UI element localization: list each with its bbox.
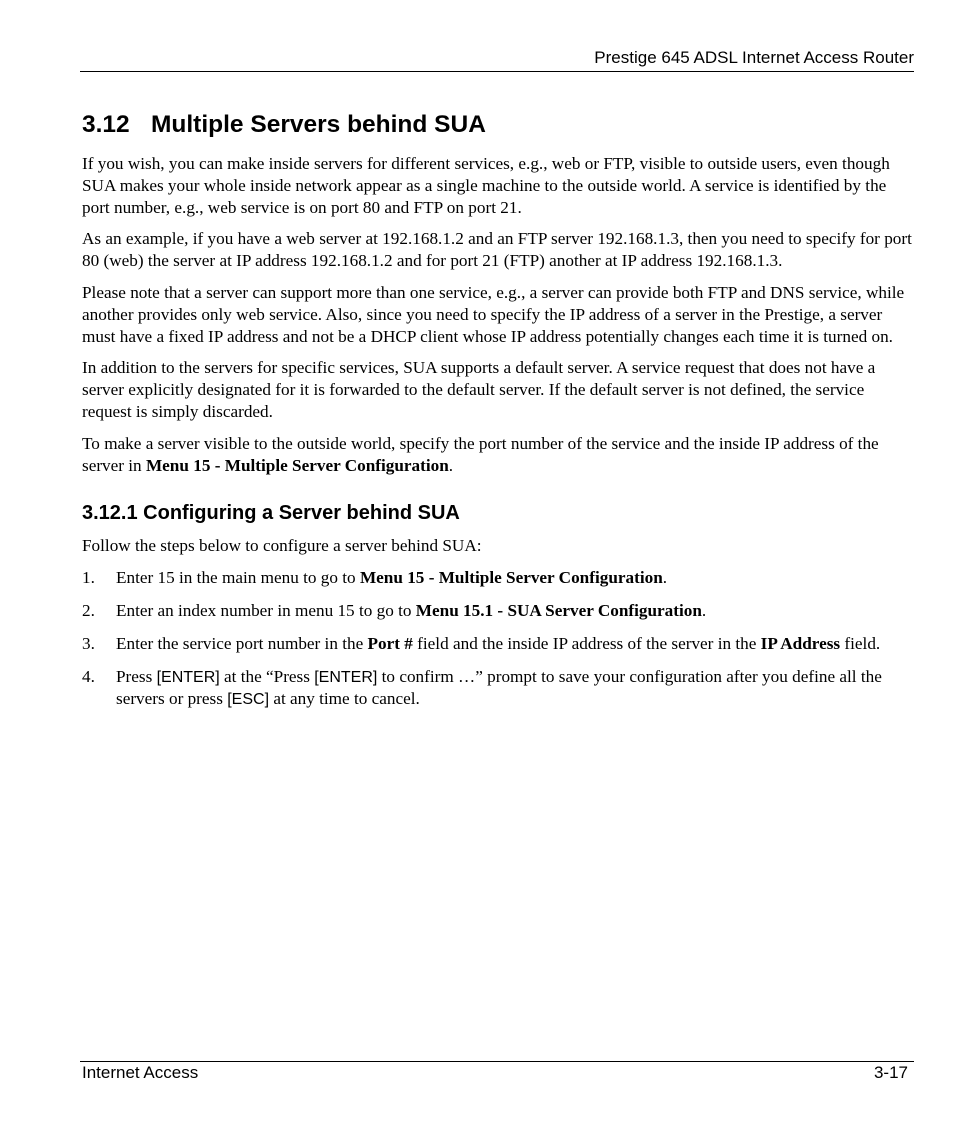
field-reference: Port # bbox=[367, 633, 413, 653]
key-reference: [ENTER] bbox=[314, 668, 378, 686]
running-header: Prestige 645 ADSL Internet Access Router bbox=[594, 48, 914, 67]
step-text: Enter an index number in menu 15 to go to bbox=[116, 600, 416, 620]
step-number: 1. bbox=[82, 568, 95, 588]
section-title: Multiple Servers behind SUA bbox=[151, 111, 486, 138]
section-number: 3.12 bbox=[82, 111, 130, 138]
list-item bbox=[82, 666, 916, 712]
paragraph-1: If you wish, you can make inside servers for different services, e.g., web or FTP, visible to outside users, even though SUA makes your whole inside network appear as a single machine to the outside world. A service is identified by the port number, e.g., web service is on port 80 and FTP on port 21. bbox=[82, 154, 890, 217]
footer-rule bbox=[80, 1061, 914, 1062]
paragraph-5-text: To make a server visible to the outside world, specify the port number of the service and the inside IP address of the server in bbox=[82, 433, 879, 475]
steps-intro: Follow the steps below to configure a server behind SUA: bbox=[82, 536, 482, 556]
footer-chapter: Internet Access bbox=[82, 1063, 199, 1082]
paragraph-4: In addition to the servers for specific services, SUA supports a default server. A service request that does not have a server explicitly designated for it is forwarded to the default server. If the default server is not defined, the service request is simply discarded. bbox=[82, 358, 876, 421]
step-text: Press bbox=[116, 666, 157, 686]
list-item bbox=[82, 600, 916, 622]
page-content bbox=[82, 110, 916, 722]
list-item bbox=[82, 567, 916, 589]
page-number: 3-17 bbox=[873, 1063, 908, 1082]
paragraph-2: As an example, if you have a web server at 192.168.1.2 and an FTP server 192.168.1.3, then you need to specify for port 80 (web) the server at IP address 192.168.1.2 and for port 21 (FTP) another at IP address 192.168.1.3. bbox=[82, 229, 912, 271]
page-footer bbox=[82, 1063, 908, 1083]
header-rule bbox=[80, 71, 914, 72]
key-reference: [ENTER] bbox=[156, 668, 220, 686]
paragraph-3: Please note that a server can support more than one service, e.g., a server can provide both FTP and DNS service, while another provides only web service. Also, since you need to specify the IP address of a server in the Prestige, a server must have a fixed IP address and not be a DHCP client whose IP address potentially changes each time it is turned on. bbox=[82, 282, 905, 346]
field-reference: IP Address bbox=[760, 633, 841, 653]
step-text: Enter 15 in the main menu to go to bbox=[116, 568, 360, 588]
step-text: at the “Press bbox=[219, 666, 315, 686]
subsection-heading: 3.12.1 Configuring a Server behind SUA bbox=[82, 502, 460, 525]
menu-reference: Menu 15 - Multiple Server Configuration bbox=[359, 568, 663, 588]
step-number: 3. bbox=[82, 633, 95, 653]
step-text-end: field. bbox=[840, 633, 881, 653]
step-number: 2. bbox=[82, 600, 95, 620]
section-heading bbox=[82, 110, 916, 140]
menu-reference: Menu 15.1 - SUA Server Configuration bbox=[415, 600, 702, 620]
step-text: field and the inside IP address of the server in the bbox=[412, 633, 761, 653]
steps-list bbox=[82, 567, 916, 711]
step-number: 4. bbox=[82, 666, 95, 686]
step-text-end: . bbox=[662, 568, 668, 588]
step-text-end: . bbox=[701, 600, 707, 620]
paragraph-5-end: . bbox=[448, 455, 454, 475]
step-text: Enter the service port number in the bbox=[116, 633, 368, 653]
menu-reference: Menu 15 - Multiple Server Configuration bbox=[145, 455, 449, 475]
paragraph-5 bbox=[82, 433, 916, 477]
step-text-end: at any time to cancel. bbox=[269, 689, 420, 709]
step-text: to confirm …” prompt to save your configuration after you define all the servers or press bbox=[116, 666, 882, 709]
list-item bbox=[82, 633, 916, 655]
key-reference: [ESC] bbox=[227, 691, 270, 709]
